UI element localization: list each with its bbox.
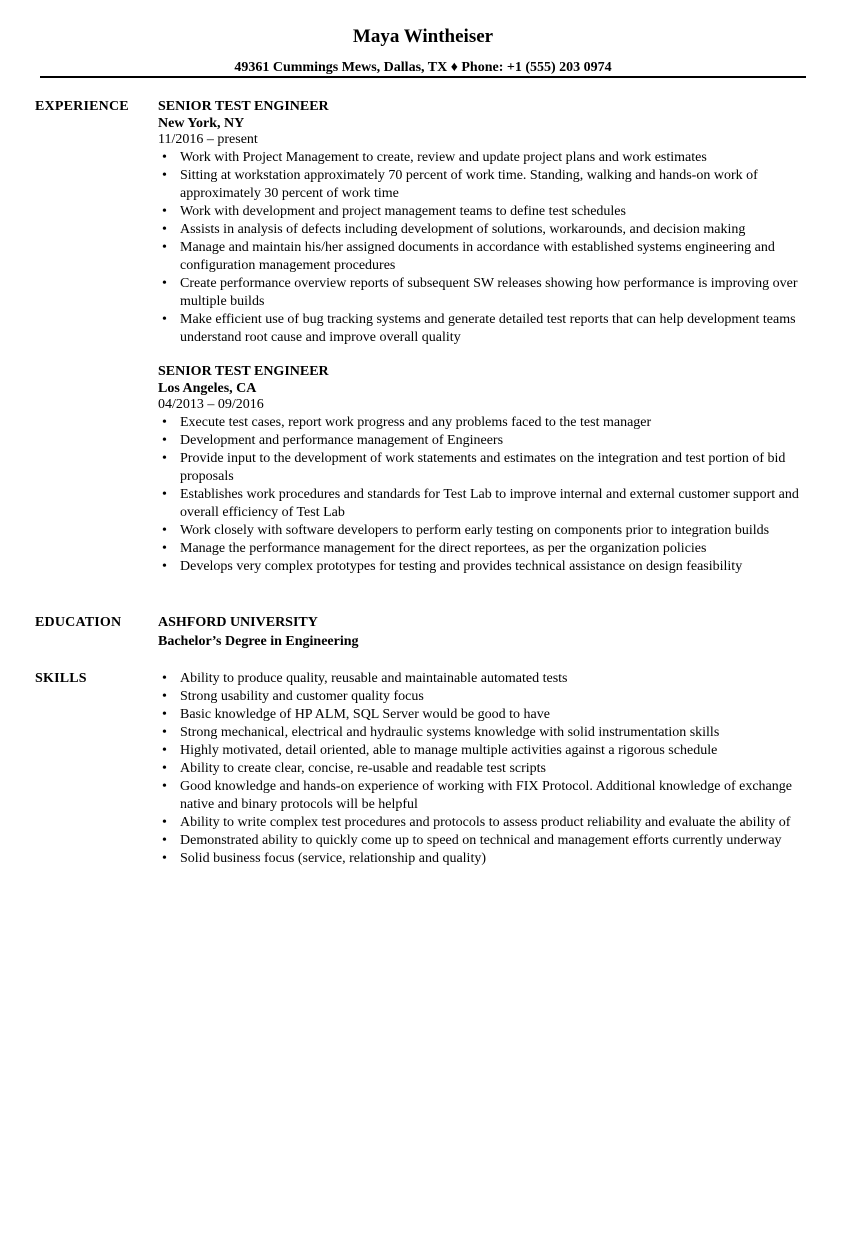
list-item-text: Ability to write complex test procedures and protocols to assess product reliability and evaluate the ability of <box>180 815 791 830</box>
list-item <box>158 688 818 706</box>
candidate-name: Maya Wintheiser <box>352 26 494 47</box>
list-item <box>158 670 818 688</box>
section-label-education: EDUCATION <box>35 615 122 630</box>
job-title: SENIOR TEST ENGINEER <box>158 364 329 379</box>
list-item <box>158 832 818 850</box>
list-item-text: Make efficient use of bug tracking systems and generate detailed test reports that can help development teams understand root cause and improve overall quality <box>180 312 796 345</box>
list-item-text: Manage and maintain his/her assigned documents in accordance with established systems engineering and configuration management procedures <box>180 240 775 273</box>
list-item-text: Work with Project Management to create, review and update project plans and work estimates <box>180 150 707 165</box>
list-item <box>158 540 818 558</box>
job-dates: 11/2016 – present <box>158 132 258 147</box>
list-item-text: Execute test cases, report work progress and any problems faced to the test manager <box>180 415 652 430</box>
list-item-text: Assists in analysis of defects including development of solutions, workarounds, and decision making <box>180 222 746 237</box>
section-label-skills: SKILLS <box>35 671 87 686</box>
skills-body <box>158 670 818 868</box>
list-item <box>158 522 818 540</box>
bullet-icon: • <box>162 415 167 430</box>
list-item-text: Develops very complex prototypes for testing and provides technical assistance on design feasibility <box>180 559 743 574</box>
list-item-text: Basic knowledge of HP ALM, SQL Server would be good to have <box>180 707 550 722</box>
list-item <box>158 432 818 450</box>
list-item-text: Provide input to the development of work statements and estimates on the integration and test portion of bid proposals <box>180 451 786 484</box>
bullet-icon: • <box>162 204 167 219</box>
education-body <box>158 614 818 652</box>
list-item <box>158 742 818 760</box>
list-item-text: Highly motivated, detail oriented, able to manage multiple activities against a rigorous schedule <box>180 743 718 758</box>
list-item-text: Solid business focus (service, relationship and quality) <box>180 851 486 866</box>
bullet-icon: • <box>162 276 167 291</box>
bullet-icon: • <box>162 487 167 502</box>
list-item-text: Good knowledge and hands-on experience of working with FIX Protocol. Additional knowledge of exchange native and binary protocols will be helpful <box>180 779 792 812</box>
section-label-experience: EXPERIENCE <box>35 99 129 114</box>
list-item <box>158 706 818 724</box>
degree-name: Bachelor’s Degree in Engineering <box>158 634 359 649</box>
job-location: New York, NY <box>158 116 245 131</box>
list-item <box>158 167 818 203</box>
list-item <box>158 311 818 347</box>
bullet-icon: • <box>162 168 167 183</box>
list-item-text: Sitting at workstation approximately 70 percent of work time. Standing, walking and hands-on work of approximately 30 percent of work time <box>180 168 758 201</box>
bullet-icon: • <box>162 433 167 448</box>
bullet-icon: • <box>162 222 167 237</box>
job-location: Los Angeles, CA <box>158 381 257 396</box>
bullet-icon: • <box>162 707 167 722</box>
school-name: ASHFORD UNIVERSITY <box>158 615 318 630</box>
bullet-icon: • <box>162 761 167 776</box>
bullet-icon: • <box>162 671 167 686</box>
list-item-text: Ability to create clear, concise, re-usable and readable test scripts <box>180 761 546 776</box>
skills-list <box>158 670 818 868</box>
list-item-text: Work with development and project management teams to define test schedules <box>180 204 626 219</box>
list-item-text: Demonstrated ability to quickly come up to speed on technical and management efforts currently underway <box>180 833 782 848</box>
list-item <box>158 558 818 576</box>
job-duties-list <box>158 149 818 347</box>
list-item <box>158 778 818 814</box>
bullet-icon: • <box>162 725 167 740</box>
list-item-text: Create performance overview reports of subsequent SW releases showing how performance is improving over multiple builds <box>180 276 798 309</box>
bullet-icon: • <box>162 451 167 466</box>
bullet-icon: • <box>162 559 167 574</box>
list-item <box>158 221 818 239</box>
list-item <box>158 724 818 742</box>
bullet-icon: • <box>162 240 167 255</box>
job-entry <box>158 363 818 576</box>
bullet-icon: • <box>162 523 167 538</box>
bullet-icon: • <box>162 689 167 704</box>
job-dates: 04/2013 – 09/2016 <box>158 397 264 412</box>
list-item <box>158 486 818 522</box>
list-item <box>158 450 818 486</box>
bullet-icon: • <box>162 833 167 848</box>
bullet-icon: • <box>162 743 167 758</box>
list-item-text: Work closely with software developers to perform early testing on components prior to integration builds <box>180 523 770 538</box>
list-item <box>158 760 818 778</box>
bullet-icon: • <box>162 779 167 794</box>
list-item-text: Strong usability and customer quality focus <box>180 689 424 704</box>
list-item <box>158 203 818 221</box>
experience-body <box>158 98 818 576</box>
job-title: SENIOR TEST ENGINEER <box>158 99 329 114</box>
bullet-icon: • <box>162 851 167 866</box>
list-item <box>158 149 818 167</box>
list-item-text: Development and performance management of Engineers <box>180 433 504 448</box>
bullet-icon: • <box>162 312 167 327</box>
job-entry <box>158 98 818 347</box>
list-item-text: Establishes work procedures and standards for Test Lab to improve internal and external customer support and overall efficiency of Test Lab <box>180 487 799 520</box>
list-item-text: Manage the performance management for the direct reportees, as per the organization policies <box>180 541 707 556</box>
bullet-icon: • <box>162 815 167 830</box>
contact-line: 49361 Cummings Mews, Dallas, TX ♦ Phone: +1 (555) 203 0974 <box>234 60 612 75</box>
list-item-text: Strong mechanical, electrical and hydraulic systems knowledge with solid instrumentation skills <box>180 725 720 740</box>
bullet-icon: • <box>162 150 167 165</box>
header-divider <box>40 76 806 78</box>
resume-header <box>40 24 806 77</box>
list-item <box>158 814 818 832</box>
list-item <box>158 275 818 311</box>
list-item <box>158 239 818 275</box>
list-item <box>158 850 818 868</box>
list-item-text: Ability to produce quality, reusable and maintainable automated tests <box>180 671 568 686</box>
bullet-icon: • <box>162 541 167 556</box>
list-item <box>158 414 818 432</box>
job-duties-list <box>158 414 818 576</box>
